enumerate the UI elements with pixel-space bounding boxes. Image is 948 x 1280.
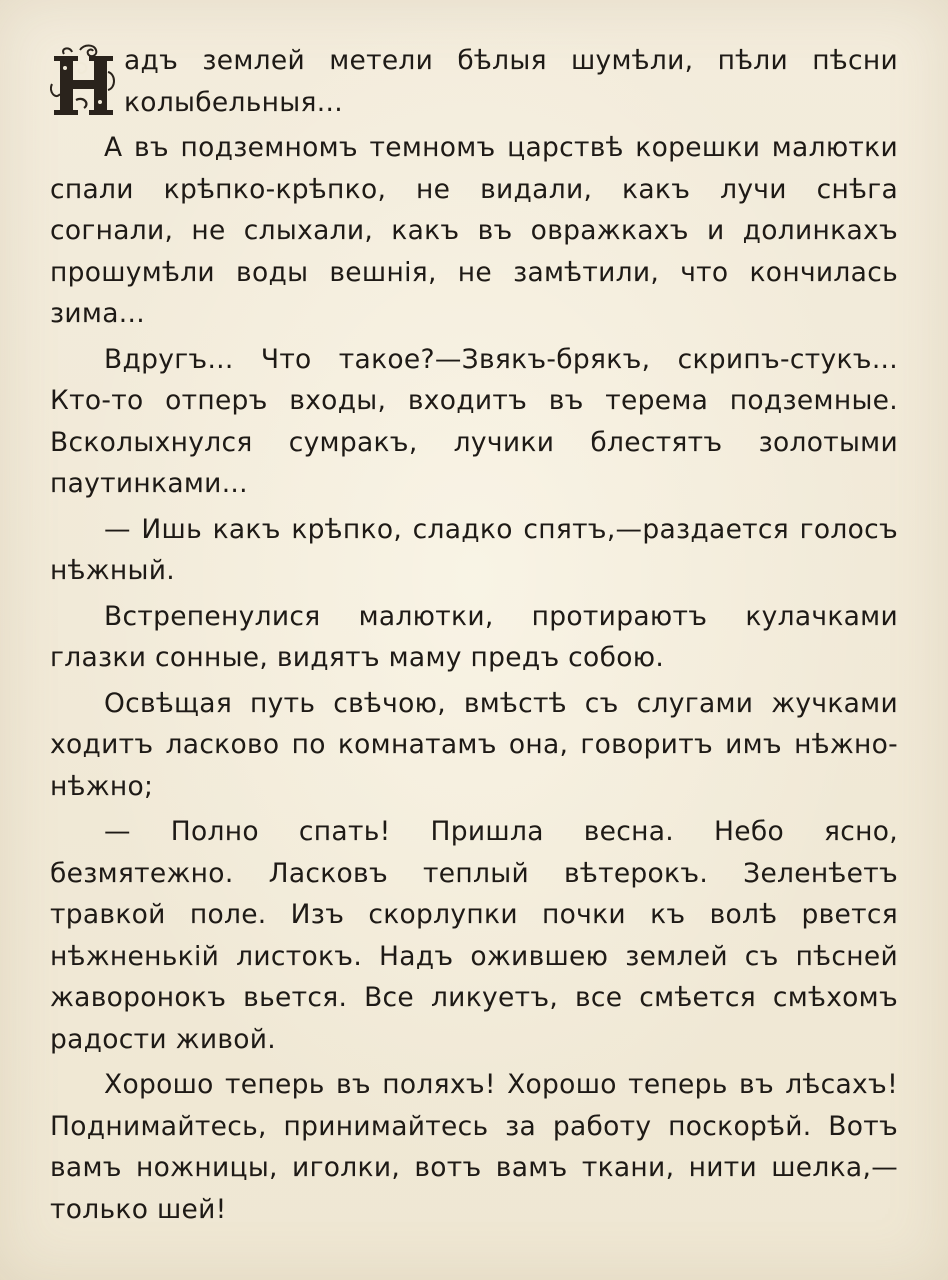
paragraph-8: Хорошо теперь въ поляхъ! Хорошо теперь въ лѣсахъ! Поднимайтесь, принимайтесь за работу поскорѣй. Вотъ вамъ ножницы, иголки, вотъ вамъ ткани, нити шелка,—только шей!	[50, 1069, 898, 1225]
paragraph-4: — Ишь какъ крѣпко, сладко спятъ,—раздается голосъ нѣжный.	[50, 513, 898, 586]
ornamental-dropcap	[50, 44, 120, 120]
paragraph-7: — Полно спать! Пришла весна. Небо ясно, безмятежно. Ласковъ теплый вѣтерокъ. Зеленѣетъ травкой поле. Изъ скорлупки почки къ волѣ рвется нѣжненькій листокъ. Надъ ожившею землей съ пѣсней жаворонокъ вьется. Все ликуетъ, все смѣется смѣхомъ радости живой.	[50, 816, 898, 1055]
paragraph-5: Встрепенулися малютки, протираютъ кулачками глазки сонные, видятъ маму предъ собою.	[50, 600, 898, 673]
paragraph-2: А въ подземномъ темномъ царствѣ корешки малютки спали крѣпко-крѣпко, не видали, какъ лучи снѣга согнали, не слыхали, какъ въ овражкахъ и долинкахъ прошумѣли воды вешнія, не замѣтили, что кончилась зима...	[50, 132, 898, 329]
paragraph-3: Вдругъ... Что такое?—Звякъ-брякъ, скрипъ-стукъ... Кто-то отперъ входы, входитъ въ терема подземные. Всколыхнулся сумракъ, лучики блестятъ золотыми паутинками...	[50, 343, 898, 499]
paragraph-6: Освѣщая путь свѣчою, вмѣстѣ съ слугами жучками ходитъ ласково по комнатамъ она, говоритъ имъ нѣжно-нѣжно;	[50, 687, 898, 802]
paragraph-1-text: адъ землей метели бѣлыя шумѣли, пѣли пѣсни колыбельныя...	[124, 45, 898, 118]
text-block	[50, 40, 898, 1234]
paragraph-1	[50, 40, 898, 123]
